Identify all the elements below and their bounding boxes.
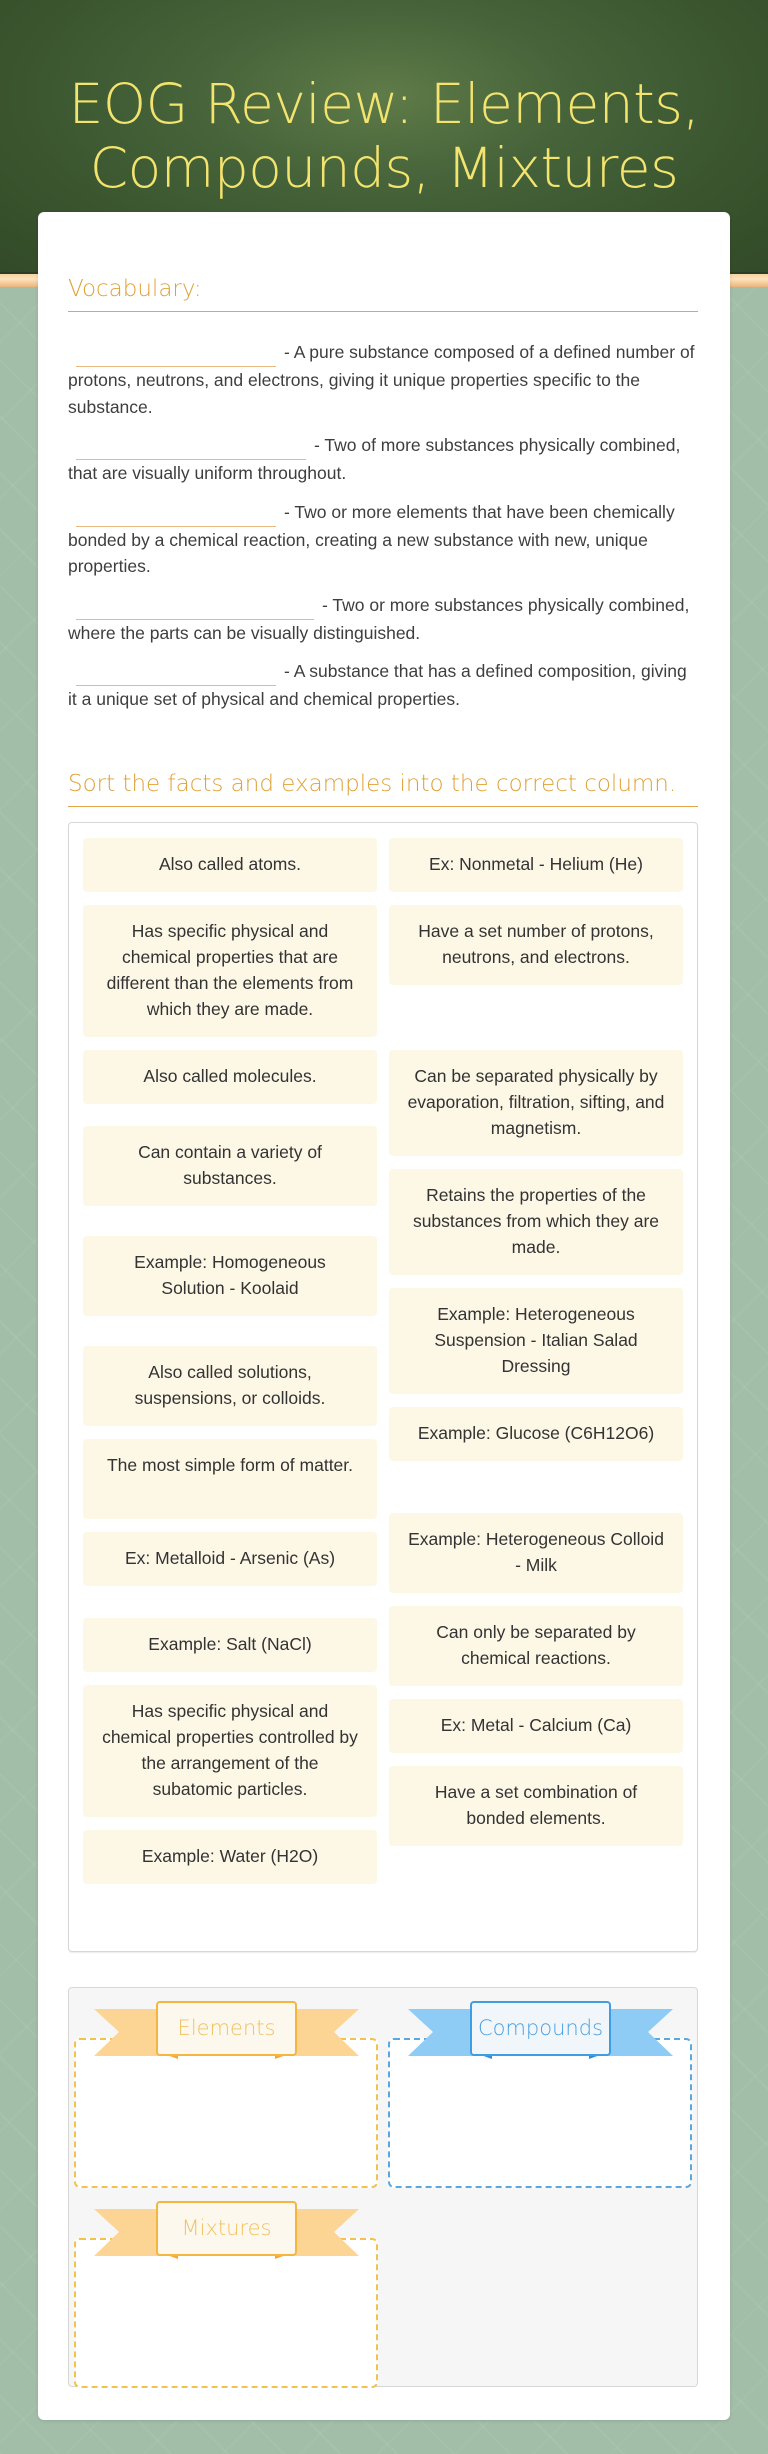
- vocab-definition: - Two or more substances physically combined, where the parts can be visually distinguished.: [68, 594, 690, 643]
- vocab-blank-input[interactable]: [76, 505, 276, 527]
- tile-column-left: [83, 838, 377, 1884]
- draggable-tile[interactable]: Ex: Metal - Calcium (Ca): [389, 1699, 683, 1753]
- draggable-tile[interactable]: Has specific physical and chemical properties that are different than the elements from which they are made.: [83, 905, 377, 1037]
- bucket-label: Compounds: [470, 2001, 611, 2056]
- vocab-item: [68, 499, 698, 580]
- vocab-item: [68, 432, 698, 487]
- bucket-compounds: [388, 1993, 692, 2188]
- vocab-item: [68, 592, 698, 647]
- draggable-tile[interactable]: Ex: Metalloid - Arsenic (As): [83, 1532, 377, 1586]
- page-title: EOG Review: Elements, Compounds, Mixtures: [68, 72, 700, 200]
- bucket-label: Elements: [156, 2001, 297, 2056]
- draggable-tile[interactable]: Can only be separated by chemical reactions.: [389, 1606, 683, 1686]
- draggable-tile[interactable]: Example: Glucose (C6H12O6): [389, 1407, 683, 1461]
- draggable-tile[interactable]: Example: Homogeneous Solution - Koolaid: [83, 1236, 377, 1316]
- draggable-tile[interactable]: Can be separated physically by evaporation, filtration, sifting, and magnetism.: [389, 1050, 683, 1156]
- category-drop-area: [68, 1987, 698, 2387]
- ribbon-banner: [94, 2201, 359, 2261]
- draggable-tile[interactable]: Example: Heterogeneous Colloid - Milk: [389, 1513, 683, 1593]
- draggable-tile[interactable]: Ex: Nonmetal - Helium (He): [389, 838, 683, 892]
- vocab-blank-input[interactable]: [76, 345, 276, 367]
- draggable-tile[interactable]: Retains the properties of the substances from which they are made.: [389, 1169, 683, 1275]
- vocab-definition: - Two or more elements that have been chemically bonded by a chemical reaction, creating a new substance with new, unique properties.: [68, 501, 675, 576]
- vocab-blank-input[interactable]: [76, 438, 306, 460]
- vocabulary-heading: Vocabulary:: [68, 274, 698, 312]
- bucket-mixtures: [74, 2193, 378, 2388]
- draggable-tile[interactable]: Also called atoms.: [83, 838, 377, 892]
- vocab-definition: - A pure substance composed of a defined number of protons, neutrons, and electrons, giving it unique properties specific to the substance.: [68, 342, 695, 417]
- draggable-tile[interactable]: Example: Water (H2O): [83, 1830, 377, 1884]
- ribbon-banner: [94, 2001, 359, 2061]
- sort-tile-bank: [68, 822, 698, 1952]
- bucket-elements: [74, 1993, 378, 2188]
- worksheet-card: [38, 212, 730, 2420]
- vocab-definition: - Two of more substances physically combined, that are visually uniform throughout.: [68, 435, 681, 483]
- tile-column-right: [389, 838, 683, 1884]
- vocabulary-list: [68, 339, 698, 725]
- draggable-tile[interactable]: Example: Salt (NaCl): [83, 1618, 377, 1672]
- draggable-tile[interactable]: Have a set combination of bonded elements.: [389, 1766, 683, 1846]
- draggable-tile[interactable]: Also called molecules.: [83, 1050, 377, 1104]
- vocab-item: [68, 339, 698, 420]
- draggable-tile[interactable]: The most simple form of matter.: [83, 1439, 377, 1519]
- vocab-definition: - A substance that has a defined composition, giving it a unique set of physical and chemical properties.: [68, 661, 687, 709]
- draggable-tile[interactable]: Also called solutions, suspensions, or colloids.: [83, 1346, 377, 1426]
- ribbon-banner: [408, 2001, 673, 2061]
- sort-heading: Sort the facts and examples into the correct column.: [68, 769, 698, 807]
- draggable-tile[interactable]: Can contain a variety of substances.: [83, 1126, 377, 1206]
- vocab-item: [68, 658, 698, 713]
- draggable-tile[interactable]: Example: Heterogeneous Suspension - Italian Salad Dressing: [389, 1288, 683, 1394]
- vocab-blank-input[interactable]: [76, 664, 276, 686]
- draggable-tile[interactable]: Has specific physical and chemical properties controlled by the arrangement of the subatomic particles.: [83, 1685, 377, 1817]
- vocab-blank-input[interactable]: [76, 598, 314, 620]
- draggable-tile[interactable]: Have a set number of protons, neutrons, and electrons.: [389, 905, 683, 985]
- bucket-label: Mixtures: [156, 2201, 297, 2256]
